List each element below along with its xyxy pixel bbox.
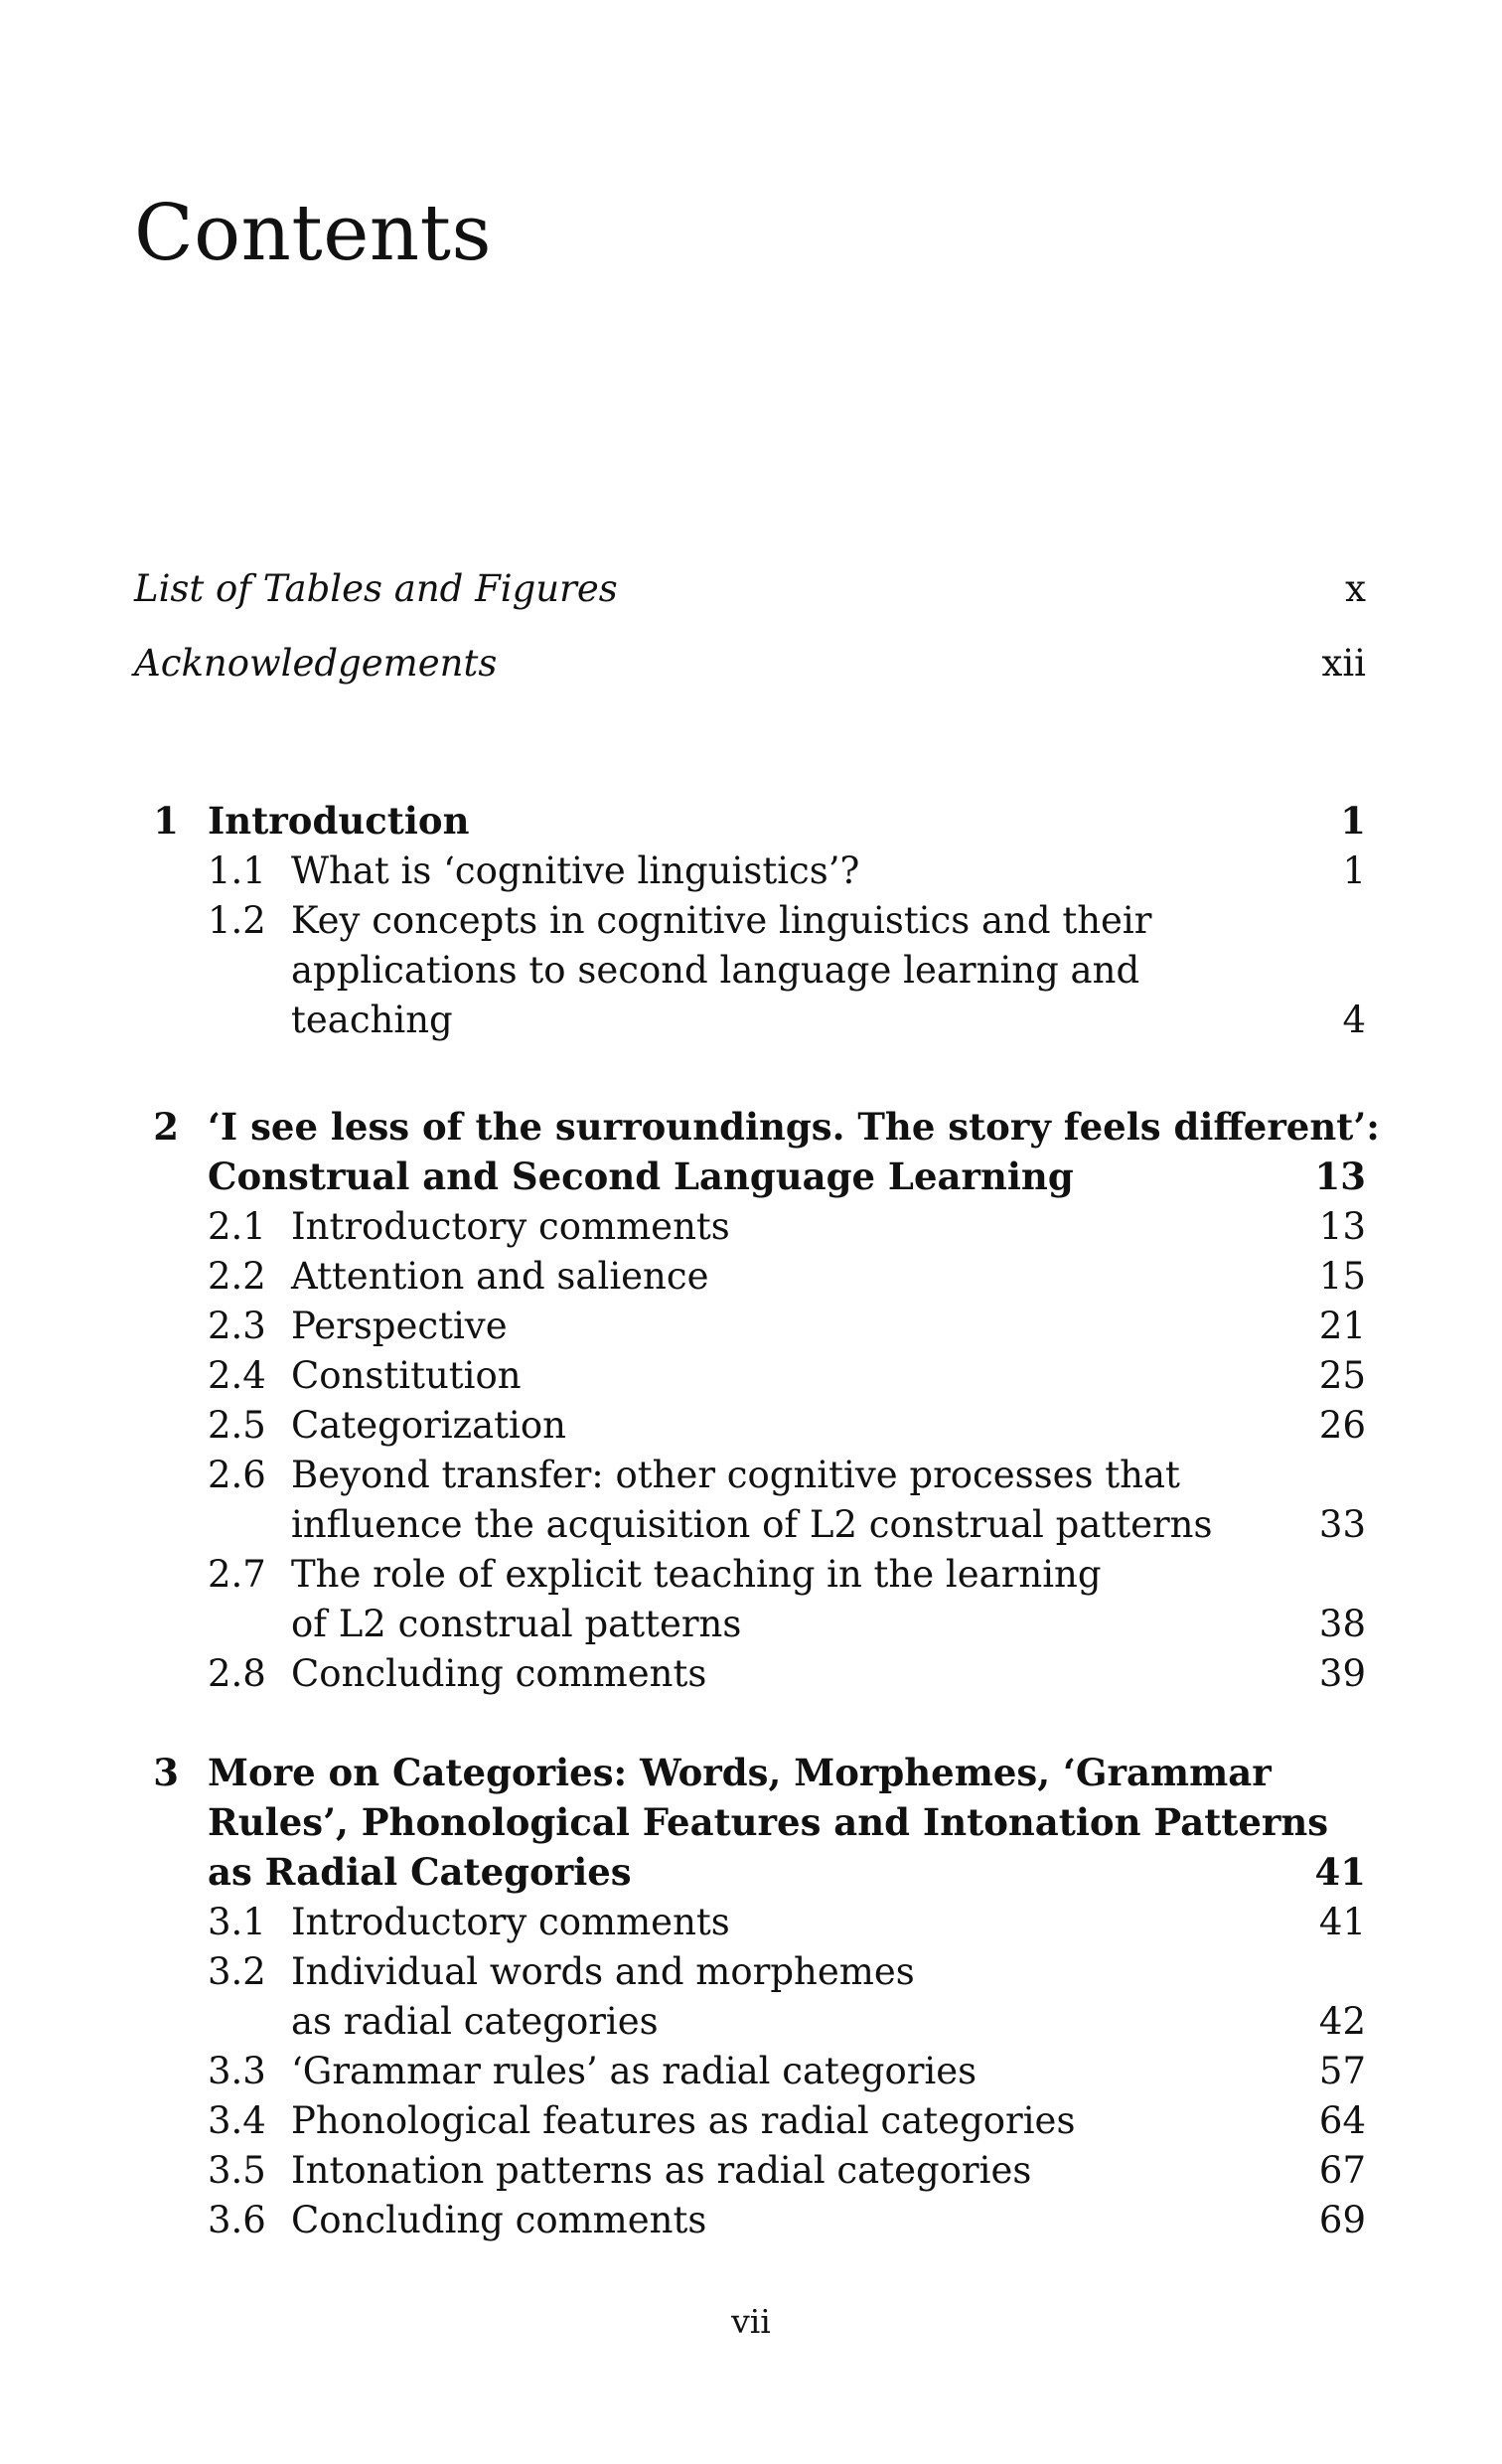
chapter-page-number: 41 [1314,1850,1366,1894]
section-number: 1.1 [208,849,266,892]
section-title-line: Individual words and morphemes [291,1950,915,1993]
section-page-number: 21 [1318,1305,1366,1347]
chapter-number: 3 [153,1751,179,1794]
section-title-line: Constitution [291,1354,522,1397]
section-page-number: 67 [1318,2149,1366,2192]
section-page-number: 41 [1318,1901,1366,1943]
page-number: vii [731,2302,771,2341]
section-title-line: of L2 construal patterns [291,1603,742,1645]
section-page-number: 57 [1318,2050,1366,2092]
section-page-number: 69 [1318,2199,1366,2241]
section-page-number: 26 [1318,1404,1366,1447]
front-matter-page: x [1345,567,1366,610]
section-number: 2.3 [208,1305,266,1347]
section-page-number: 42 [1318,2000,1366,2043]
section-page-number: 39 [1318,1652,1366,1695]
chapter-page-number: 13 [1314,1155,1366,1198]
section-title-line: Categorization [291,1404,566,1447]
section-title-line: applications to second language learning and [291,949,1140,992]
chapter-title-line: Rules’, Phonological Features and Intonation Patterns [208,1800,1329,1844]
section-title-line: The role of explicit teaching in the learning [291,1553,1102,1596]
chapter-page-number: 1 [1340,799,1366,843]
section-page-number: 64 [1318,2099,1366,2142]
section-number: 3.6 [208,2199,266,2241]
section-number: 1.2 [208,899,266,942]
section-number: 2.6 [208,1454,266,1496]
section-page-number: 4 [1342,999,1366,1041]
section-title-line: Phonological features as radial categories [291,2099,1076,2142]
chapter-title-line: Construal and Second Language Learning [208,1155,1074,1198]
chapter-title-line: More on Categories: Words, Morphemes, ‘Grammar [208,1751,1272,1794]
section-number: 2.7 [208,1553,266,1596]
front-matter-label: List of Tables and Figures [134,567,618,610]
section-title-line: Concluding comments [291,1652,707,1695]
section-number: 2.4 [208,1354,266,1397]
section-page-number: 38 [1318,1603,1366,1645]
section-title-line: ‘Grammar rules’ as radial categories [291,2050,977,2092]
section-number: 3.3 [208,2050,266,2092]
section-title-line: Key concepts in cognitive linguistics and their [291,899,1152,942]
section-number: 2.8 [208,1652,266,1695]
section-page-number: 25 [1318,1354,1366,1397]
section-number: 2.5 [208,1404,266,1447]
section-title-line: Concluding comments [291,2199,707,2241]
section-page-number: 1 [1342,849,1366,892]
section-number: 3.2 [208,1950,266,1993]
section-title-line: influence the acquisition of L2 construal patterns [291,1503,1213,1546]
section-number: 3.1 [208,1901,266,1943]
section-title-line: Intonation patterns as radial categories [291,2149,1032,2192]
section-number: 3.4 [208,2099,266,2142]
section-title-line: Attention and salience [291,1255,709,1298]
section-number: 2.1 [208,1205,266,1248]
front-matter-label: Acknowledgements [134,642,498,685]
section-title-line: Perspective [291,1305,508,1347]
section-page-number: 33 [1318,1503,1366,1546]
chapter-title-line: Introduction [208,799,470,843]
section-title-line: as radial categories [291,2000,659,2043]
chapter-number: 1 [153,799,179,843]
section-title-line: What is ‘cognitive linguistics’? [291,849,860,892]
chapter-title-line: as Radial Categories [208,1850,632,1894]
section-number: 2.2 [208,1255,266,1298]
section-page-number: 13 [1318,1205,1366,1248]
chapter-number: 2 [153,1105,179,1149]
section-page-number: 15 [1318,1255,1366,1298]
front-matter-page: xii [1321,642,1366,685]
section-number: 3.5 [208,2149,266,2192]
section-title-line: teaching [291,999,453,1041]
section-title-line: Beyond transfer: other cognitive processes that [291,1454,1180,1496]
page-title: Contents [134,189,492,278]
section-title-line: Introductory comments [291,1901,730,1943]
section-title-line: Introductory comments [291,1205,730,1248]
chapter-title-line: ‘I see less of the surroundings. The story feels different’: [208,1105,1380,1149]
